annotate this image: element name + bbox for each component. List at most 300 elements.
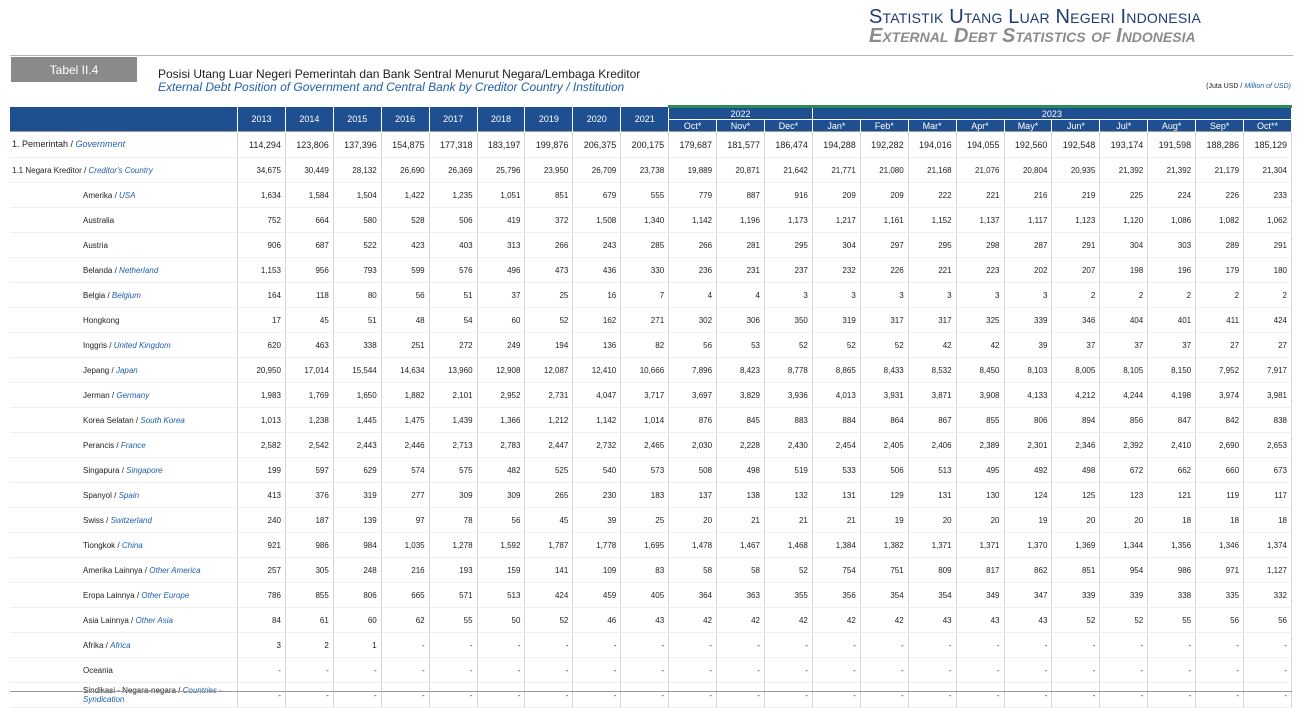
table-cell: 1,278 [429,533,477,558]
table-cell: 1,445 [333,408,381,433]
month-header-2023-Apr: Apr* [956,120,1004,132]
table-cell: - [717,633,765,658]
row-label-id: Korea Selatan / [83,415,139,425]
table-cell: 271 [621,308,669,333]
table-cell: - [1052,683,1100,708]
table-cell: 114,294 [238,132,286,158]
table-cell: 313 [477,233,525,258]
table-cell: 224 [1148,183,1196,208]
table-cell: 187 [285,508,333,533]
table-cell: 39 [1004,333,1052,358]
table-cell: 1,173 [764,208,812,233]
table-cell: 862 [1004,558,1052,583]
table-cell: 21 [812,508,860,533]
table-cell: 131 [812,483,860,508]
table-cell: 508 [669,458,717,483]
table-cell: - [381,633,429,658]
table-cell: 1 [333,633,381,658]
table-cell: 916 [764,183,812,208]
table-cell: 19 [1004,508,1052,533]
table-cell: 55 [429,608,477,633]
table-cell: 498 [717,458,765,483]
table-cell: 303 [1148,233,1196,258]
table-cell: 887 [717,183,765,208]
table-cell: 3,871 [908,383,956,408]
table-cell: 401 [1148,308,1196,333]
table-cell: 23,738 [621,158,669,183]
table-cell: 179,687 [669,132,717,158]
row-label-id: Australia [83,215,115,225]
table-cell: 660 [1196,458,1244,483]
table-cell: 216 [381,558,429,583]
table-row [10,258,1292,283]
table-cell: 37 [1052,333,1100,358]
table-cell: 230 [573,483,621,508]
table-cell: 2,783 [477,433,525,458]
table-cell: - [812,683,860,708]
report-title-en: External Debt Statistics of Indonesia [868,25,1196,47]
row-label-en: Belgium [111,290,141,300]
table-cell: 540 [573,458,621,483]
table-cell: 236 [669,258,717,283]
row-label-id: Spanyol / [83,490,117,500]
table-cell: 28,132 [333,158,381,183]
table-cell: - [956,633,1004,658]
table-cell: 317 [908,308,956,333]
table-cell: 3 [812,283,860,308]
table-cell: 232 [812,258,860,283]
table-cell: - [1196,683,1244,708]
table-cell: 1,217 [812,208,860,233]
table-cell: 194 [525,333,573,358]
table-cell: 3 [238,633,286,658]
table-cell: 2,465 [621,433,669,458]
table-cell: 219 [1052,183,1100,208]
table-cell: 37 [477,283,525,308]
table-cell: - [669,658,717,683]
table-cell: 199,876 [525,132,573,158]
table-cell: 319 [333,483,381,508]
table-cell: 137,396 [333,132,381,158]
table-cell: 13,960 [429,358,477,383]
table-cell: 2,346 [1052,433,1100,458]
table-cell: 8,433 [860,358,908,383]
year-header-2017: 2017 [429,107,477,132]
table-cell: 206,375 [573,132,621,158]
row-label [10,258,238,283]
table-cell: 25 [621,508,669,533]
table-cell: 80 [333,283,381,308]
table-cell: 26,709 [573,158,621,183]
table-cell: 325 [956,308,1004,333]
table-cell: 574 [381,458,429,483]
row-label-id: Sindikasi - Negara-negara / [83,686,181,695]
table-cell: 330 [621,258,669,283]
table-cell: 576 [429,258,477,283]
table-cell: 272 [429,333,477,358]
table-cell: - [1148,658,1196,683]
table-cell: 20,935 [1052,158,1100,183]
table-cell: 2 [1052,283,1100,308]
table-cell: 894 [1052,408,1100,433]
table-cell: 123 [1100,483,1148,508]
table-cell: 7,896 [669,358,717,383]
row-label [10,683,238,708]
row-label-id: Hongkong [83,315,120,325]
table-cell: 18 [1196,508,1244,533]
year-header-2014: 2014 [285,107,333,132]
row-label-id: Amerika Lainnya / [83,565,148,575]
table-cell: 21,392 [1148,158,1196,183]
table-cell: 3,829 [717,383,765,408]
table-cell: 921 [238,533,286,558]
row-label [10,458,238,483]
table-cell: 1,422 [381,183,429,208]
table-cell: 413 [238,483,286,508]
table-cell: 1,384 [812,533,860,558]
table-cell: 4,013 [812,383,860,408]
table-cell: - [812,633,860,658]
table-cell: 20 [1100,508,1148,533]
table-cell: 1,212 [525,408,573,433]
table-cell: 194,055 [956,132,1004,158]
table-row [10,183,1292,208]
table-cell: 42 [908,333,956,358]
table-cell: 1,142 [573,408,621,433]
table-cell: 4 [669,283,717,308]
table-cell: 48 [381,308,429,333]
table-cell: 209 [860,183,908,208]
table-cell: 1,370 [1004,533,1052,558]
table-cell: 2,410 [1148,433,1196,458]
row-label-id: Perancis / [83,440,119,450]
table-cell: 179 [1196,258,1244,283]
table-cell: 266 [525,233,573,258]
table-cell: 2,406 [908,433,956,458]
group-header-2023: 2023 [812,107,1291,120]
table-cell: 597 [285,458,333,483]
table-cell: 884 [812,408,860,433]
month-header-2022-Oct: Oct* [669,120,717,132]
table-cell: 42 [812,608,860,633]
row-label-id: Afrika / [83,640,108,650]
table-cell: 1,082 [1196,208,1244,233]
table-cell: 302 [669,308,717,333]
table-cell: 51 [429,283,477,308]
row-label [10,383,238,408]
table-cell: 1,650 [333,383,381,408]
table-cell: 199 [238,458,286,483]
table-cell: 192,548 [1052,132,1100,158]
report-header [869,8,1201,45]
table-cell: - [285,658,333,683]
table-cell: 411 [1196,308,1244,333]
row-label-id: Belanda / [83,265,117,275]
table-cell: - [1196,658,1244,683]
table-row [10,208,1292,233]
table-cell: - [860,633,908,658]
table-cell: 751 [860,558,908,583]
table-cell: 842 [1196,408,1244,433]
table-cell: 181,577 [717,132,765,158]
table-cell: - [908,633,956,658]
table-cell: 864 [860,408,908,433]
row-label [10,283,238,308]
row-label-id: Belgia / [83,290,110,300]
table-cell: 54 [429,308,477,333]
table-cell: 37 [1100,333,1148,358]
table-cell: 3 [956,283,1004,308]
table-cell: 463 [285,333,333,358]
table-cell: 1,127 [1244,558,1292,583]
table-cell: 25 [525,283,573,308]
table-cell: 129 [860,483,908,508]
table-cell: 419 [477,208,525,233]
table-cell: 498 [1052,458,1100,483]
table-cell: 786 [238,583,286,608]
month-header-2023-Sep: Sep* [1196,120,1244,132]
table-cell: 4,133 [1004,383,1052,408]
table-cell: 1,051 [477,183,525,208]
table-cell: - [573,658,621,683]
table-cell: 3 [908,283,956,308]
table-cell: 222 [908,183,956,208]
table-cell: 42 [717,608,765,633]
row-label-id: Jepang / [83,365,114,375]
table-cell: 304 [812,233,860,258]
table-cell: 8,778 [764,358,812,383]
table-cell: - [477,658,525,683]
table-cell: 248 [333,558,381,583]
table-cell: 297 [860,233,908,258]
table-row [10,158,1292,183]
table-cell: - [1004,683,1052,708]
table-cell: 82 [621,333,669,358]
row-label [10,658,238,683]
table-cell: 121 [1148,483,1196,508]
table-cell: 8,105 [1100,358,1148,383]
table-title [158,68,640,94]
table-cell: - [1004,658,1052,683]
table-cell: 3 [860,283,908,308]
table-row [10,383,1292,408]
table-cell: 231 [717,258,765,283]
debt-table [10,105,1292,708]
table-cell: 354 [908,583,956,608]
table-cell: 349 [956,583,1004,608]
table-cell: 56 [477,508,525,533]
table-cell: 56 [1244,608,1292,633]
table-cell: 1,142 [669,208,717,233]
table-cell: - [717,683,765,708]
table-cell: 459 [573,583,621,608]
table-cell: 159 [477,558,525,583]
table-cell: 257 [238,558,286,583]
table-cell: 289 [1196,233,1244,258]
table-cell: 2 [1100,283,1148,308]
table-cell: 183,197 [477,132,525,158]
table-cell: 52 [1052,608,1100,633]
table-row [10,408,1292,433]
table-cell: 8,005 [1052,358,1100,383]
table-cell: 2,952 [477,383,525,408]
row-label [10,158,238,183]
table-row [10,283,1292,308]
table-cell: 277 [381,483,429,508]
table-cell: - [573,683,621,708]
table-cell: 20 [1052,508,1100,533]
row-label [10,508,238,533]
table-cell: 291 [1052,233,1100,258]
table-cell: 355 [764,583,812,608]
table-cell: 573 [621,458,669,483]
table-cell: 51 [333,308,381,333]
table-cell: 4,198 [1148,383,1196,408]
table-cell: 62 [381,608,429,633]
table-cell: 8,150 [1148,358,1196,383]
row-label [10,358,238,383]
table-cell: 37 [1148,333,1196,358]
table-cell: 42 [669,608,717,633]
month-header-2023-Mar: Mar* [908,120,956,132]
table-cell: 285 [621,233,669,258]
table-cell: 845 [717,408,765,433]
table-cell: 192,560 [1004,132,1052,158]
table-cell: - [1148,683,1196,708]
table-cell: 1,787 [525,533,573,558]
table-cell: 221 [908,258,956,283]
table-cell: 43 [621,608,669,633]
row-label-en: Switzerland [110,515,152,525]
table-cell: 109 [573,558,621,583]
table-cell: 2,713 [429,433,477,458]
table-cell: 2,443 [333,433,381,458]
table-cell: 26,369 [429,158,477,183]
table-cell: 2,430 [764,433,812,458]
row-label-en: Africa [110,640,131,650]
table-cell: 665 [381,583,429,608]
table-cell: 3 [764,283,812,308]
header-divider [10,55,1293,56]
table-cell: 1,467 [717,533,765,558]
unit-note [1206,83,1291,90]
table-cell: - [621,683,669,708]
table-cell: 806 [1004,408,1052,433]
table-cell: 1,117 [1004,208,1052,233]
table-cell: 281 [717,233,765,258]
row-label [10,583,238,608]
table-cell: 287 [1004,233,1052,258]
table-cell: - [717,658,765,683]
table-cell: 18 [1244,508,1292,533]
table-cell: 404 [1100,308,1148,333]
table-cell: 1,235 [429,183,477,208]
table-cell: 141 [525,558,573,583]
table-cell: 629 [333,458,381,483]
table-cell: - [238,683,286,708]
table-cell: 309 [477,483,525,508]
table-cell: 856 [1100,408,1148,433]
month-header-2023-Oct: Oct** [1244,120,1292,132]
table-cell: - [1244,658,1292,683]
table-cell: 673 [1244,458,1292,483]
row-label-en: France [120,440,146,450]
table-cell: 679 [573,183,621,208]
table-cell: 986 [1148,558,1196,583]
table-cell: 2 [1148,283,1196,308]
row-label-en: Spain [118,490,140,500]
table-cell: 21,179 [1196,158,1244,183]
table-cell: 20 [956,508,1004,533]
table-cell: 266 [669,233,717,258]
table-cell: 346 [1052,308,1100,333]
table-cell: 806 [333,583,381,608]
table-cell: 52 [764,333,812,358]
table-cell: 225 [1100,183,1148,208]
table-cell: 291 [1244,233,1292,258]
table-cell: - [525,683,573,708]
table-cell: 162 [573,308,621,333]
table-cell: 1,161 [860,208,908,233]
table-cell: 1,382 [860,533,908,558]
table-cell: 42 [860,608,908,633]
row-label [10,483,238,508]
table-cell: 1,013 [238,408,286,433]
table-cell: 27 [1244,333,1292,358]
table-cell: - [908,683,956,708]
table-cell: 45 [285,308,333,333]
table-cell: 1,584 [285,183,333,208]
table-cell: 2,731 [525,383,573,408]
table-cell: 2,732 [573,433,621,458]
table-cell: - [285,683,333,708]
table-cell: 21,771 [812,158,860,183]
table-cell: 3,931 [860,383,908,408]
table-cell: 265 [525,483,573,508]
table-cell: - [764,658,812,683]
table-cell: 971 [1196,558,1244,583]
table-cell: 423 [381,233,429,258]
table-cell: 1,238 [285,408,333,433]
table-cell: - [669,683,717,708]
row-label [10,558,238,583]
table-cell: 194,016 [908,132,956,158]
table-cell: 372 [525,208,573,233]
table-cell: 30,449 [285,158,333,183]
table-cell: 1,634 [238,183,286,208]
table-tag: Tabel II.4 [11,57,137,82]
table-cell: 1,778 [573,533,621,558]
table-cell: 1,035 [381,533,429,558]
table-cell: 555 [621,183,669,208]
table-cell: 138 [717,483,765,508]
table-cell: 1,344 [1100,533,1148,558]
table-cell: 23,950 [525,158,573,183]
table-cell: 7,952 [1196,358,1244,383]
table-cell: 350 [764,308,812,333]
table-cell: 226 [860,258,908,283]
table-cell: 1,374 [1244,533,1292,558]
table-cell: - [908,658,956,683]
table-cell: 53 [717,333,765,358]
table-cell: 2,405 [860,433,908,458]
table-cell: 672 [1100,458,1148,483]
table-cell: 533 [812,458,860,483]
table-cell: 58 [717,558,765,583]
table-title-id: Posisi Utang Luar Negeri Pemerintah dan Bank Sentral Menurut Negara/Lembaga Kreditor [158,67,641,81]
table-cell: 906 [238,233,286,258]
table-cell: - [333,683,381,708]
